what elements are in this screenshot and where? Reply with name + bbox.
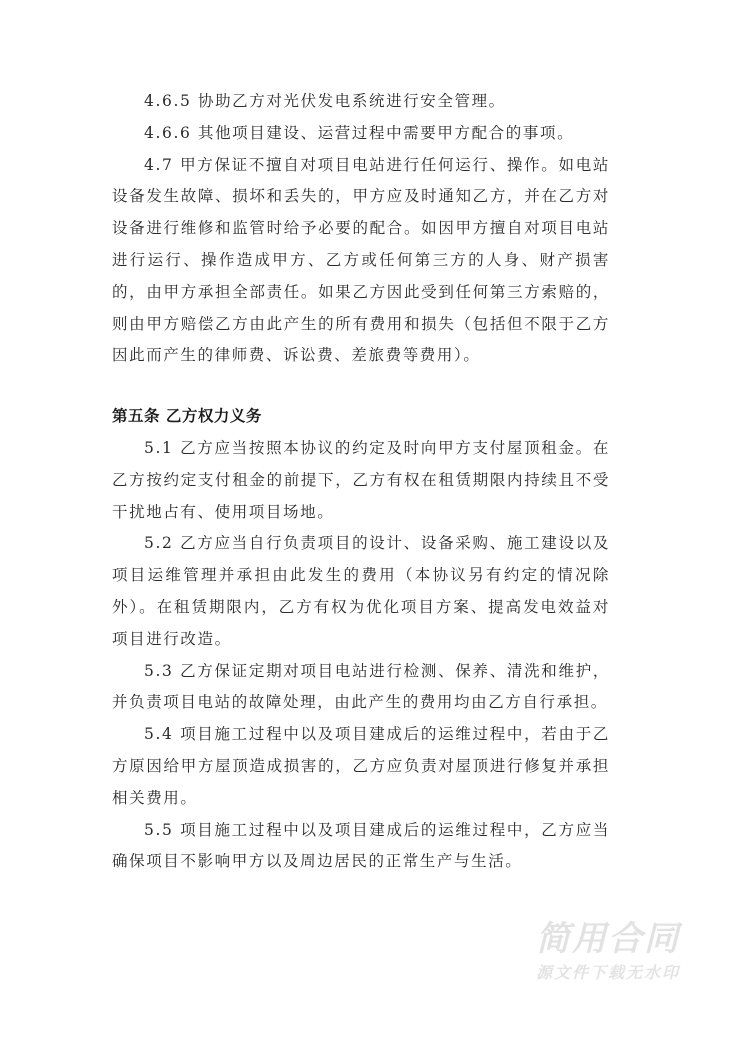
clause-5-1: 5.1 乙方应当按照本协议的约定及时向甲方支付屋顶租金。在乙方按约定支付租金的前提下，乙方有权在租赁期限内持续且不受干扰地占有、使用项目场地。 (112, 438, 610, 521)
watermark (508, 918, 708, 986)
section-gap (112, 372, 610, 401)
clause-4-7: 4.7 甲方保证不擅自对项目电站进行任何运行、操作。如电站设备发生故障、损坏和丢失的，甲方应及时通知乙方，并在乙方对设备进行维修和监管时给予必要的配合。如因甲方擅自对项目电站进行运行、操作造成甲方、乙方或任何第三方的人身、财产损害的，由甲方承担全部责任。如果乙方因此受到任何第三方索赔的，则由甲方赔偿乙方由此产生的所有费用和损失（包括但不限于乙方因此而产生的律师费、诉讼费、差旅费等费用）。 (112, 155, 610, 365)
clause-5-3: 5.3 乙方保证定期对项目电站进行检测、保养、清洗和维护，并负责项目电站的故障处理，由此产生的费用均由乙方自行承担。 (112, 661, 610, 712)
section-heading: 第五条 乙方权力义务 (112, 407, 262, 426)
watermark-title: 简用合同 (536, 919, 680, 959)
watermark-subtitle: 源文件下载无水印 (535, 963, 680, 982)
clause-4-6-5: 4.6.5 协助乙方对光伏发电系统进行安全管理。 (144, 92, 506, 110)
clause-5-5: 5.5 项目施工过程中以及项目建成后的运维过程中，乙方应当确保项目不影响甲方以及周边居民的正常生产与生活。 (112, 820, 610, 871)
clause-5-4: 5.4 项目施工过程中以及项目建成后的运维过程中，若由于乙方原因给甲方屋顶造成损害的，乙方应负责对屋顶进行修复并承担相关费用。 (112, 725, 610, 807)
clause-4-6-6: 4.6.6 其他项目建设、运营过程中需要甲方配合的事项。 (144, 123, 575, 142)
clause-5-2: 5.2 乙方应当自行负责项目的设计、设备采购、施工建设以及项目运维管理并承担由此发生的费用（本协议另有约定的情况除外）。在租赁期限内，乙方有权为优化项目方案、提高发电效益对项目进行改造。 (112, 534, 610, 648)
document-page (112, 86, 610, 878)
